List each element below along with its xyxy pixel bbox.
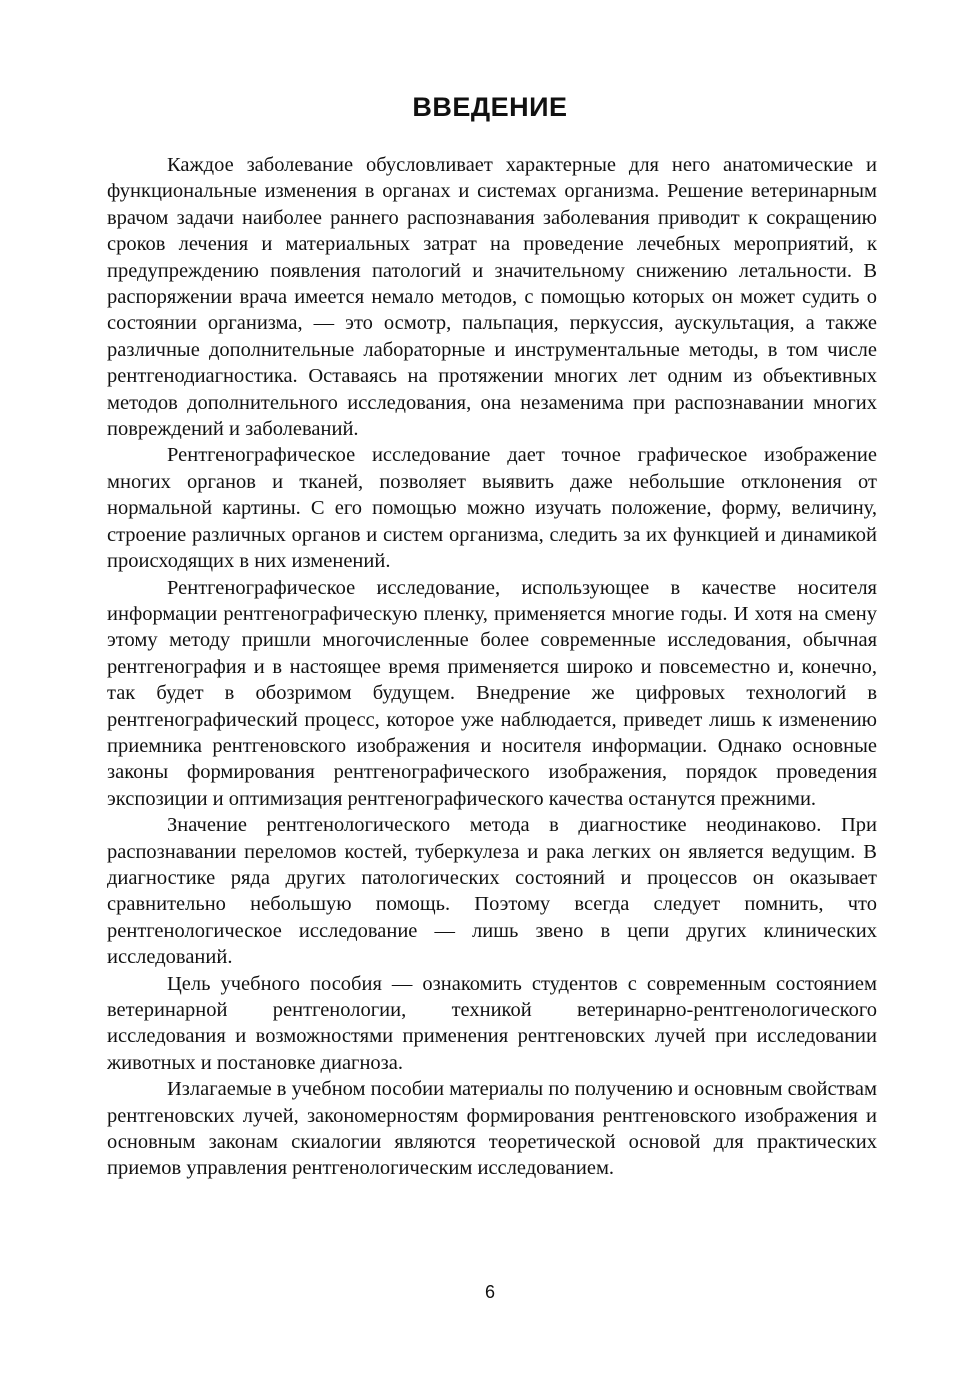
page-number: 6 xyxy=(484,1282,495,1302)
paragraph: Рентгенографическое исследование дает точное графическое изображение многих органов и тканей, позволяет выявить даже небольшие отклонения от нормальной картины. С его помощью можно изучать положение, форму, величину, строение различных органов и систем организма, следить за их функцией и динамикой происходящих в них изменений. xyxy=(107,444,877,573)
page-title: ВВЕДЕНИЕ xyxy=(412,92,568,122)
body-text xyxy=(107,152,877,1182)
paragraph: Каждое заболевание обусловливает характерные для него анатомические и функциональные изменения в органах и системах организма. Решение ветеринарным врачом задачи наиболее раннего распознавания заболевания приводит к сокращению сроков лечения и материальных затрат на проведение лечебных мероприятий, к предупреждению появления патологий и значительному снижению летальности. В распоряжении врача имеется немало методов, с помощью которых он может судить о состоянии организма, — это осмотр, пальпация, перкуссия, аускультация, а также различные дополнительные лабораторные и инструментальные методы, в том числе рентгенодиагностика. Оставаясь на протяжении многих лет одним из объективных методов дополнительного исследования, она незаменима при распознавании многих повреждений и заболеваний. xyxy=(107,154,877,441)
paragraph: Рентгенографическое исследование, использующее в качестве носителя информации рентгенографическую пленку, применяется многие годы. И хотя на смену этому методу пришли многочисленные более современные исследования, обычная рентгенография и в настоящее время применяется широко и повсеместно и, конечно, так будет в обозримом будущем. Внедрение же цифровых технологий в рентгенографический процесс, которое уже наблюдается, приведет лишь к изменению приемника рентгеновского изображения и носителя информации. Однако основные законы формирования рентгенографического изображения, порядок проведения экспозиции и оптимизация рентгенографического качества останутся прежними. xyxy=(107,576,877,810)
paragraph: Цель учебного пособия — ознакомить студентов с современным состоянием ветеринарной рентгенологии, техникой ветеринарно-рентгенологического исследования и возможностями применения рентгеновских лучей при исследовании животных и постановке диагноза. xyxy=(107,972,877,1074)
paragraph: Излагаемые в учебном пособии материалы по получению и основным свойствам рентгеновских лучей, закономерностям формирования рентгеновского изображения и основным законам скиалогии являются теоретической основой для практических приемов управления рентгенологическим исследованием. xyxy=(107,1078,877,1180)
paragraph: Значение рентгенологического метода в диагностике неодинаково. При распознавании переломов костей, туберкулеза и рака легких он является ведущим. В диагностике ряда других патологических состояний и процессов он оказывает сравнительно небольшую помощь. Поэтому всегда следует помнить, что рентгенологическое исследование — лишь звено в цепи других клинических исследований. xyxy=(107,814,877,969)
